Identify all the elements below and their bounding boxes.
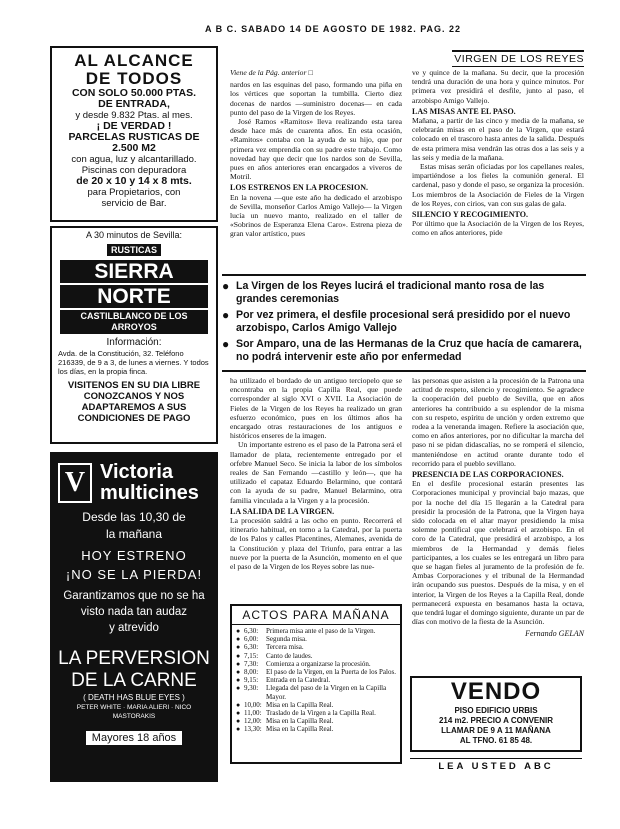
ad-line: PISO EDIFICIO URBIS [454, 706, 538, 715]
ad-line: A 30 minutos de Sevilla: [85, 230, 183, 240]
acto-time: 6,30: [244, 643, 259, 652]
ad-line: AL TFNO. 61 85 48. [459, 736, 533, 745]
ad-line: Desde las 10,30 de [82, 510, 186, 524]
film-title-2: DE LA CARNE [71, 670, 197, 691]
byline: Fernando GELAN [525, 629, 584, 639]
actos-title: ACTOS PARA MAÑANA [232, 606, 400, 625]
acto-text: Llegada del paso de la Virgen en la Capilla Mayor. [266, 684, 387, 701]
ad-line: para Propietarios, con [87, 187, 181, 198]
acto-time: 13,30: [244, 725, 262, 734]
ad-norte-word: NORTE [60, 285, 208, 308]
acto-time: 9,30: [244, 684, 259, 693]
paragraph: nardos en las esquinas del paso, formando una piña en los vértices que soportan la tumbilla. Cierto diez docenas de nardos —suministro docenas— en cada punto del paso de la Virgen de los Reyes. [230, 80, 402, 117]
film-rating: Mayores 18 años [86, 731, 182, 745]
bullet-icon: ● [236, 651, 241, 660]
paragraph: Un importante estreno es el paso de la Patrona será el llamador de plata, recientemente entregado por el orfebre Manuel Seco. Se inicia la labor de los símbolos reales de San Fernando —castillo y león—, que ha utilizado el capataz Eduardo Belarmino, que contará con la ayuda de su padre, Manuel Belarmino, otra familia vinculada a la Virgen y a la procesión. [230, 440, 402, 505]
section-title: VIRGEN DE LOS REYES [452, 50, 584, 67]
article-column-1 [230, 68, 402, 239]
acto-item [232, 725, 400, 733]
acto-text: Traslado de la Virgen a la Capilla Real. [266, 709, 376, 718]
bullet-icon: ● [236, 709, 241, 718]
ad-line: y atrevido [109, 622, 159, 634]
ad-line: CONOZCANOS Y NOS [83, 391, 185, 402]
ad-line: DE ENTRADA, [98, 98, 170, 110]
acto-time: 8,00: [244, 668, 259, 677]
paragraph: José Ramos «Ramitos» lleva realizando esta tarea desde hace más de cuarenta años. En esta ocasión, «Ramitos» contaba con la ayuda de su hijo, que por primera vez emprendía con su padre este trabajo. Como novedad hay que decir que los nardos son de Sevilla, pues en años anteriores eran encargados a viveros de Motril. [230, 117, 402, 182]
bullet-icon: ● [236, 643, 241, 652]
bullet-icon: ● [236, 717, 241, 726]
acto-text: Comienza a organizarse la procesión. [266, 659, 371, 668]
ad-line: servicio de Bar. [101, 198, 167, 209]
ad-line: con agua, luz y alcantarillado. [71, 154, 197, 165]
subheading: LOS ESTRENOS EN LA PROCESION. [230, 183, 369, 193]
paragraph: las personas que asisten a la procesión de la Patrona una actitud de respeto, silencio y recogimiento. Se agradece la cooperación del pueblo de Sevilla, que en años anteriores ha contribuido a su esplendor de la misma con su respeto, espíritu de unción y orden extremo que rodea a la veneranda imagen. Refiere la asociación que, como en años anteriores, por no dificultar la marcha del paso ni se pidan didascalías, no se romperá el silencio, manteniéndose en actitud orante durante todo el recorrido para el pueblo sevillano. [412, 376, 584, 468]
highlight-item: ● Por vez primera, el desfile procesional será presidido por el nuevo arzobispo, Carlos Amigo Vallejo [222, 308, 571, 334]
acto-text: Entrada en la Catedral. [266, 676, 331, 685]
bullet-icon: ● [222, 279, 230, 293]
paragraph: En el desfile procesional estarán presentes las Corporaciones municipal y provincial bajo mazas, que por la noche del día 15 llegarán a la Catedral para presidir la procesión de la Patrona, que la Virgen haya sido colocada en el altar mayor presidiendo la misa solemne pontifical que celebrará el arzobispo. En el coro de la Catedral, que presidirá el arzobispo, a los miembros de la Hermandad y demás fieles participantes, a los cuales se les entregará un libro para que se hagan fieles al juramento de la profesión de fe. Ambas Corporaciones y el tribunal de la Hermandad irán ocupando sus puestos. Después de la misa, y en el interior, la Virgen de los Reyes a la Capilla Real, donde permanecerá expuesta en besamanos hasta la octava, que tendrá lugar el domingo siguiente, durante un par de días con motivo de la fiesta de la Asunción. [412, 479, 584, 627]
ad-line: Piscinas con depuradora [81, 165, 187, 176]
article-column-2 [412, 68, 584, 238]
subheading: PRESENCIA DE LAS CORPORACIONES. [412, 470, 564, 480]
continuation-label: Viene de la Pág. anterior □ [230, 68, 313, 77]
acto-time: 7,15: [244, 651, 259, 660]
paragraph: Estas misas serán oficiadas por los capellanes reales, impartiéndose a los fieles la comunión general. El cardenal, paso y donde el paso, se organiza la procesión. Los miembros de la Asociación de Fieles de la Virgen de los Reyes, con cirios, van con sus galas de gala. [412, 162, 584, 208]
ad-line: CONDICIONES DE PAGO [77, 413, 191, 424]
victoria-logo: V [58, 463, 92, 503]
ad-tag: RUSTICAS [107, 244, 161, 256]
article-column-3 [230, 376, 402, 571]
acto-time: 7,30: [244, 659, 259, 668]
bullet-icon: ● [222, 308, 230, 322]
bullet-icon: ● [236, 668, 241, 677]
ad-line: VISITENOS EN SU DIA LIBRE [67, 380, 201, 391]
acto-item [232, 627, 400, 635]
acto-time: 6,30: [244, 627, 259, 635]
acto-item [232, 668, 400, 676]
ad-line: ¡ DE VERDAD ! [96, 120, 172, 132]
bullet-icon: ● [236, 700, 241, 709]
ad-place: CASTILBLANCO DE LOS ARROYOS [60, 310, 208, 334]
paragraph: La procesión saldrá a las ocho en punto. Recorrerá el itinerario habitual, en torno a la Catedral, por la puerta de los Palos y calles Placentines, Alemanes, avenida de la Constitución y plaza del Triunfo, para entrar a las nueve por la puerta de la Asunción, momento en el que el paso de la Virgen de los Reyes sobre las nue- [230, 516, 402, 572]
acto-text: El paso de la Virgen, en la Puerta de los Palos. [266, 668, 396, 677]
acto-time: 9,15: [244, 676, 259, 685]
acto-text: Misa en la Capilla Real. [266, 725, 334, 734]
ad-line: la mañana [105, 527, 163, 541]
film-title-1: LA PERVERSION [58, 648, 210, 669]
ad-victoria-multicines [50, 452, 218, 782]
highlight-item: ● Sor Amparo, una de las Hermanas de la Cruz que hacía de camarera, no podrá intervenir este año por enfermedad [222, 337, 582, 363]
ad-address: Avda. de la Constitución, 32. Teléfono 216339, de 9 a 3, de lunes a viernes. Y todos los días, en la propia finca. [58, 349, 209, 376]
ad-parcelas [50, 46, 218, 222]
acto-item [232, 709, 400, 717]
acto-item [232, 660, 400, 668]
subheading: SILENCIO Y RECOGIMIENTO. [412, 210, 528, 220]
paragraph: ve y quince de la mañana. Su decir, que la procesión tendrá una duración de una hora y quince minutos. Por primera vez presidirá el desfile, junto al paso, el arzobispo Amigo Vallejo. [412, 68, 584, 105]
ad-sierra-word: SIERRA [60, 260, 208, 283]
acto-time: 11,00: [244, 709, 262, 718]
acto-text: Misa en la Capilla Real. [266, 717, 334, 726]
acto-time: 10,00: [244, 700, 262, 709]
actos-box [230, 604, 402, 764]
acto-item [232, 676, 400, 684]
article-column-4 [412, 376, 584, 639]
acto-time: 6,00: [244, 635, 259, 644]
ad-line: 214 m2. PRECIO A CONVENIR [438, 716, 554, 725]
ad-line: CON SOLO 50.000 PTAS. [71, 87, 197, 99]
bullet-icon: ● [236, 635, 241, 644]
bullet-icon: ● [236, 659, 241, 668]
ad-info-label: Información: [106, 337, 162, 348]
acto-text: Canto de laudes. [266, 651, 313, 660]
ad-line: PARCELAS RUSTICAS DE [68, 131, 200, 143]
divider [222, 274, 586, 276]
ad-headline-2: DE TODOS [85, 69, 183, 88]
subheading: LAS MISAS ANTE EL PASO. [412, 106, 516, 116]
acto-text: Misa en la Capilla Real. [266, 700, 334, 709]
acto-text: Primera misa ante el paso de la Virgen. [266, 627, 376, 635]
acto-text: Segunda misa. [266, 635, 307, 644]
paragraph: Mañana, a partir de las cinco y media de la mañana, se celebrarán misas en el paso de la Virgen, que estará colocado en el trascoro hasta antes de la salida. Después de esta primera misa vendrán las otras dos a las seis y a las seis y media de la mañana. [412, 116, 584, 162]
ad-line: visto nada tan audaz [80, 606, 188, 618]
ad-line: LLAMAR DE 9 A 11 MAÑANA [441, 726, 551, 735]
divider [222, 370, 586, 372]
paragraph: ha utilizado el bordado de un antiguo terciopelo que se encontraba en la propia Capilla Real, que puede corresponder al siglo XVI o XVII. La Asociación de Fieles de la Virgen de los Reyes ha realizado un gran esfuerzo económico, pues en los últimos años ha encargado otras restauraciones de los antiguos e históricos enseres de la imagen. [230, 376, 402, 441]
page-header: A B C. SABADO 14 DE AGOSTO DE 1982. PAG. 22 [205, 24, 462, 34]
cinema-name-2: multicines [100, 482, 199, 504]
ad-line: HOY ESTRENO [81, 548, 187, 563]
paragraph: Por último que la Asociación de la Virgen de los Reyes, como en años anteriores, pide [412, 219, 584, 238]
acto-text: Tercera misa. [266, 643, 304, 652]
bullet-icon: ● [222, 337, 230, 351]
ad-line: de 20 x 10 y 14 x 8 mts. [76, 175, 192, 187]
lea-usted-abc: LEA USTED ABC [410, 758, 582, 772]
ad-line: ¡NO SE LA PIERDA! [65, 567, 203, 582]
ad-line: ADAPTAREMOS A SUS [81, 402, 187, 413]
acto-item [232, 635, 400, 643]
bullet-icon: ● [236, 725, 241, 734]
bullet-icon: ● [236, 627, 241, 635]
ad-line: Garantizamos que no se ha [63, 590, 205, 602]
acto-item [232, 717, 400, 725]
bullet-icon: ● [236, 684, 241, 693]
ad-line: y desde 9.832 Ptas. al mes. [75, 110, 193, 121]
ad-sierra-norte [50, 226, 218, 444]
paragraph: En la novena —que este año ha dedicado el arzobispo de Sevilla, monseñor Carlos Amigo Vallejo— la Virgen lucía un nuevo manto, realizado en el taller de «Sobrinos de Esperanza Elena Caro». Estrena pieza de gran valor artístico, pues [230, 192, 402, 239]
subheading: LA SALIDA DE LA VIRGEN. [230, 506, 335, 516]
acto-item [232, 684, 400, 700]
highlight-item: ● La Virgen de los Reyes lucirá el tradicional manto rosa de las grandes ceremonias [222, 279, 545, 305]
film-original-title: ( DEATH HAS BLUE EYES ) [83, 693, 185, 702]
ad-vendo [410, 676, 582, 752]
film-credits: PETER WHITE · MARIA ALIERI · NICO MASTORAKIS [76, 704, 192, 720]
acto-time: 12,00: [244, 717, 262, 726]
vendo-title: VENDO [450, 678, 542, 705]
actos-list [232, 625, 400, 734]
acto-item [232, 701, 400, 709]
acto-item [232, 652, 400, 660]
square-icon: □ [308, 68, 313, 77]
bullet-icon: ● [236, 676, 241, 685]
highlights [222, 280, 584, 367]
ad-headline-1: AL ALCANCE [74, 51, 194, 70]
cinema-name-1: Victoria [100, 461, 173, 483]
acto-item [232, 643, 400, 651]
ad-line: 2.500 M2 [112, 142, 156, 154]
